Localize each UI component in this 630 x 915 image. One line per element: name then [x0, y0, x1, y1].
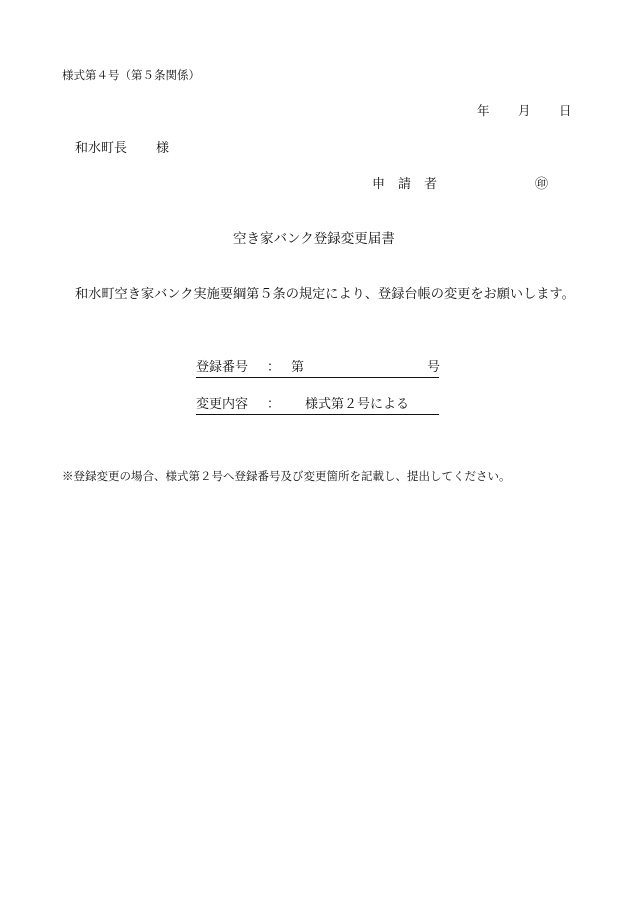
- change-details-field: [196, 398, 439, 415]
- registration-number-colon: ：: [267, 360, 281, 375]
- addressee-honorific: 様: [156, 141, 170, 156]
- document-body: 和水町空き家バンク実施要綱第５条の規定により、登録台帳の変更をお願いします。: [75, 287, 575, 302]
- change-details-label: 変更内容: [196, 397, 249, 412]
- change-details-value: 様式第２号による: [305, 397, 410, 412]
- registration-number-field: [196, 361, 439, 378]
- footer-note: ※登録変更の場合、様式第２号へ登録番号及び変更箇所を記載し、提出してください。: [62, 469, 511, 483]
- document-title: 空き家バンク登録変更届書: [233, 231, 395, 247]
- date-day-label: 日: [559, 103, 572, 118]
- seal-mark-icon: ㊞: [535, 177, 549, 192]
- date-month-label: 月: [518, 103, 531, 118]
- registration-number-label: 登録番号: [196, 360, 249, 375]
- applicant-label: 申 請 者: [372, 177, 438, 192]
- addressee-name: 和水町長: [75, 141, 128, 156]
- registration-number-prefix: 第: [291, 360, 305, 375]
- date-year-label: 年: [477, 103, 490, 118]
- change-details-colon: ：: [267, 397, 281, 412]
- form-number: 様式第４号（第５条関係）: [62, 68, 200, 82]
- registration-number-suffix: 号: [427, 360, 441, 375]
